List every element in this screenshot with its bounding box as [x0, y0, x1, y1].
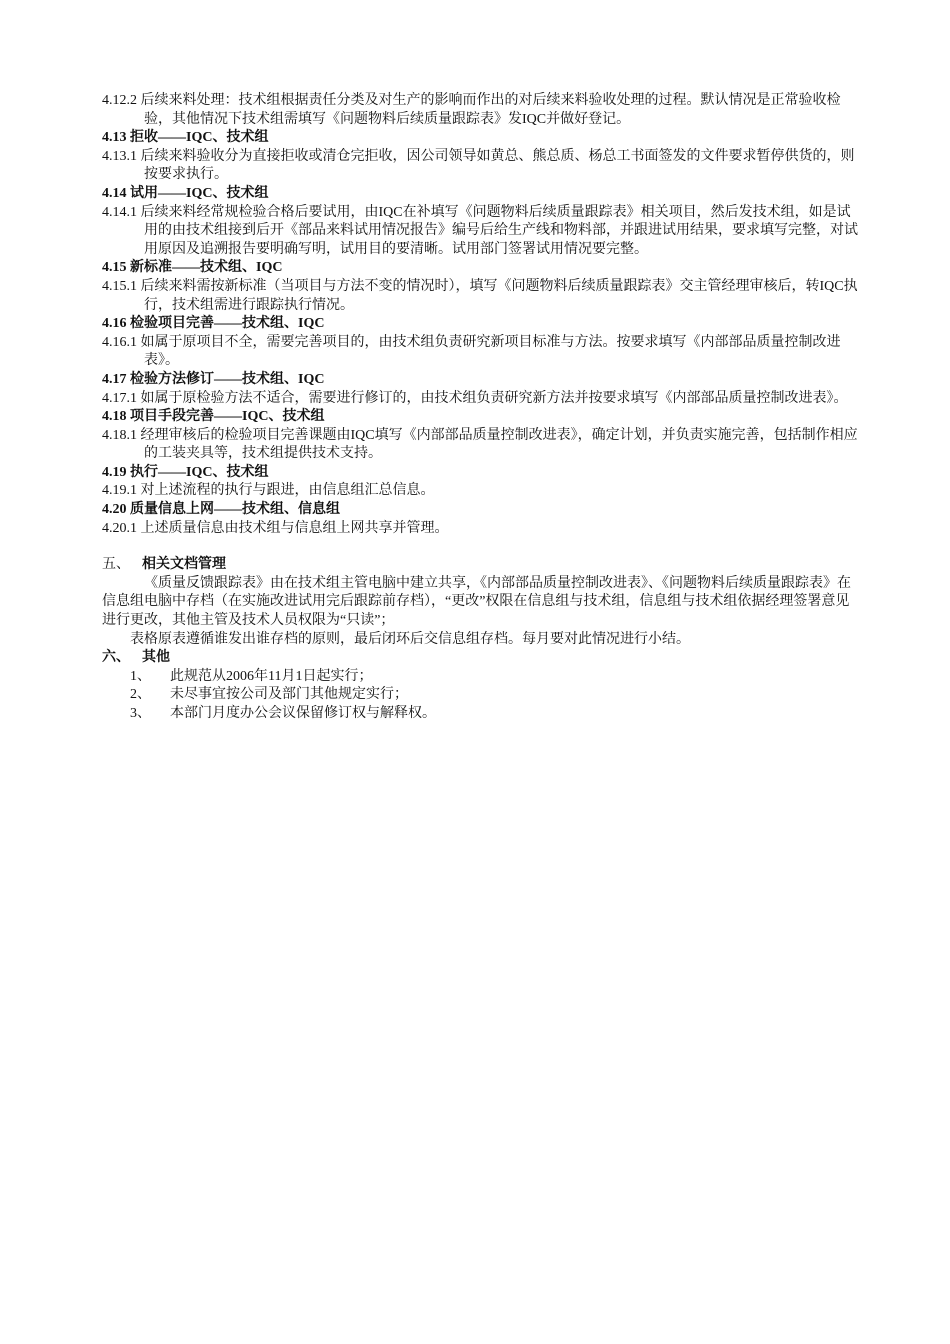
section-5-paragraph-1: 《质量反馈跟踪表》由在技术组主管电脑中建立共享，《内部部品质量控制改进表》、《问题物料后续质量跟踪表》在信息组电脑中存档（在实施改进试用完后跟踪前存档），“更改”权限在信息组与技术组，信息组与技术组依据经理签署意见进行更改，其他主管及技术人员权限为“只读”； — [102, 575, 851, 629]
clause-number: 4.15.1 — [102, 278, 137, 294]
clause-text: 如属于原项目不全，需要完善项目的，由技术组负责研究新项目标准与方法。按要求填写《内部部品质量控制改进表》。 — [140, 334, 841, 369]
clause-text: 对上述流程的执行与跟进，由信息组汇总信息。 — [140, 483, 435, 499]
clause-4-12-2 — [102, 92, 862, 129]
clause-number: 4.14.1 — [102, 204, 137, 220]
clause-4-18-1 — [102, 427, 862, 464]
clause-number: 4.12.2 — [102, 93, 137, 108]
list-text: 本部门月度办公会议保留修订权与解释权。 — [170, 706, 436, 721]
heading-4-19: 4.19 执行——IQC、技术组 — [102, 464, 269, 480]
clause-number: 4.17.1 — [102, 390, 137, 406]
heading-4-16: 4.16 检验项目完善——技术组、IQC — [102, 316, 325, 332]
clause-text: 如属于原检验方法不适合，需要进行修订的，由技术组负责研究新方法并按要求填写《内部部品质量控制改进表》。 — [140, 390, 848, 406]
section-6-mark: 六、 — [102, 650, 130, 666]
clause-4-20-1 — [102, 520, 862, 539]
clause-number: 4.18.1 — [102, 427, 137, 443]
heading-4-18: 4.18 项目手段完善——IQC、技术组 — [102, 409, 325, 425]
clause-text: 后续来料处理：技术组根据责任分类及对生产的影响而作出的对后续来料验收处理的过程。默认情况是正常验收检验，其他情况下技术组需填写《问题物料后续质量跟踪表》发IQC并做好登记。 — [140, 93, 841, 127]
clause-number: 4.20.1 — [102, 520, 137, 536]
section-6-title: 其他 — [142, 650, 170, 666]
list-number: 2、 — [130, 687, 151, 703]
clause-4-16-1 — [102, 334, 862, 371]
section-5-title: 相关文档管理 — [142, 557, 226, 573]
clause-4-17-1 — [102, 390, 862, 409]
clause-4-15-1 — [102, 278, 862, 315]
heading-4-20: 4.20 质量信息上网——技术组、信息组 — [102, 502, 340, 518]
clause-text: 后续来料需按新标准（当项目与方法不变的情况时），填写《问题物料后续质量跟踪表》交主管经理审核后，转IQC执行，技术组需进行跟踪执行情况。 — [140, 278, 858, 313]
section-5-paragraph-2: 表格原表遵循谁发出谁存档的原则，最后闭环后交信息组存档。每月要对此情况进行小结。 — [130, 631, 690, 647]
clause-text: 后续来料验收分为直接拒收或清仓完拒收，因公司领导如黄总、熊总质、杨总工书面签发的文件要求暂停供货的，则按要求执行。 — [140, 148, 855, 183]
blank-line — [102, 538, 862, 556]
list-item — [102, 668, 862, 687]
list-text: 未尽事宜按公司及部门其他规定实行； — [170, 687, 408, 703]
clause-text: 上述质量信息由技术组与信息组上网共享并管理。 — [140, 520, 449, 536]
list-item — [102, 686, 862, 705]
section-5-heading — [102, 556, 862, 575]
heading-4-17: 4.17 检验方法修订——技术组、IQC — [102, 371, 325, 387]
clause-number: 4.13.1 — [102, 148, 137, 164]
list-text: 此规范从2006年11月1日起实行； — [170, 668, 373, 684]
clause-4-14-1 — [102, 204, 862, 260]
list-number: 3、 — [130, 706, 151, 721]
section-6-heading — [102, 649, 862, 668]
heading-4-15: 4.15 新标准——技术组、IQC — [102, 260, 283, 276]
clause-4-13-1 — [102, 148, 862, 185]
section-5-mark: 五、 — [102, 557, 130, 573]
clause-number: 4.16.1 — [102, 334, 137, 350]
heading-4-13: 4.13 拒收——IQC、技术组 — [102, 130, 269, 146]
clause-4-19-1 — [102, 482, 862, 501]
heading-4-14: 4.14 试用——IQC、技术组 — [102, 185, 269, 201]
clause-text: 经理审核后的检验项目完善课题由IQC填写《内部部品质量控制改进表》，确定计划，并负责实施完善，包括制作相应的工装夹具等，技术组提供技术支持。 — [140, 427, 858, 462]
clause-number: 4.19.1 — [102, 483, 137, 499]
list-item — [102, 705, 862, 724]
document-page — [102, 92, 862, 724]
list-number: 1、 — [130, 668, 151, 684]
clause-text: 后续来料经常规检验合格后要试用，由IQC在补填写《问题物料后续质量跟踪表》相关项目，然后发技术组，如是试用的由技术组接到后开《部品来料试用情况报告》编号后给生产线和物料部，并跟进试用结果，要求填写完整，对试用原因及追溯报告要明确写明，试用目的要清晰。试用部门签署试用情况要完整。 — [140, 204, 858, 257]
